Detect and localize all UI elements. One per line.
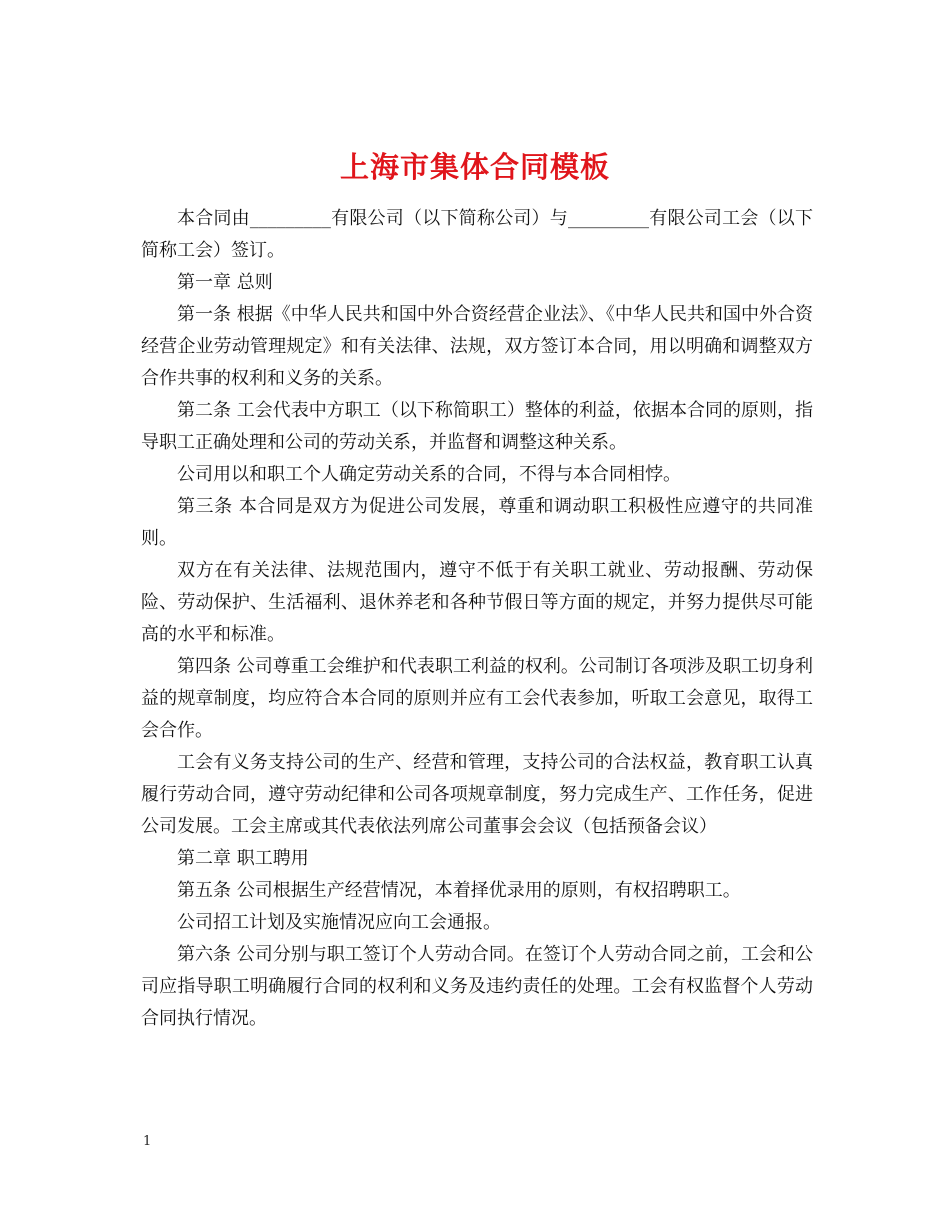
paragraph: 公司招工计划及实施情况应向工会通报。 [177,912,501,933]
paragraph: 第五条 公司根据生产经营情况，本着择优录用的原则，有权招聘职工。 [177,880,741,901]
document-body [141,203,813,1035]
paragraph: 第三条 本合同是双方为促进公司发展，尊重和调动职工积极性应遵守的共同准则。 [141,496,813,549]
document-title: 上海市集体合同模板 [339,150,610,185]
chapter-heading: 第二章 职工聘用 [177,848,309,869]
page-number: 1 [143,1134,152,1149]
paragraph: 工会有义务支持公司的生产、经营和管理，支持公司的合法权益，教育职工认真履行劳动合同，遵守劳动纪律和公司各项规章制度，努力完成生产、工作任务，促进公司发展。工会主席或其代表依法列席公司董事会会议（包括预备会议） [141,752,813,837]
paragraph: 第六条 公司分别与职工签订个人劳动合同。在签订个人劳动合同之前，工会和公司应指导职工明确履行合同的权利和义务及违约责任的处理。工会有权监督个人劳动合同执行情况。 [141,944,813,1029]
paragraph: 第四条 公司尊重工会维护和代表职工利益的权利。公司制订各项涉及职工切身利益的规章制度，均应符合本合同的原则并应有工会代表参加，听取工会意见，取得工会合作。 [141,656,813,741]
paragraph: 第二条 工会代表中方职工（以下称简职工）整体的利益，依据本合同的原则，指导职工正确处理和公司的劳动关系，并监督和调整这种关系。 [141,400,813,453]
chapter-heading: 第一章 总则 [177,272,273,293]
paragraph: 公司用以和职工个人确定劳动关系的合同，不得与本合同相悖。 [177,464,681,485]
paragraph: 本合同由_________有限公司（以下简称公司）与_________有限公司工会（以下简称工会）签订。 [141,208,813,261]
paragraph: 双方在有关法律、法规范围内，遵守不低于有关职工就业、劳动报酬、劳动保险、劳动保护、生活福利、退休养老和各种节假日等方面的规定，并努力提供尽可能高的水平和标准。 [141,560,813,645]
paragraph: 第一条 根据《中华人民共和国中外合资经营企业法》、《中华人民共和国中外合资经营企业劳动管理规定》和有关法律、法规，双方签订本合同，用以明确和调整双方合作共事的权利和义务的关系。 [141,304,813,389]
